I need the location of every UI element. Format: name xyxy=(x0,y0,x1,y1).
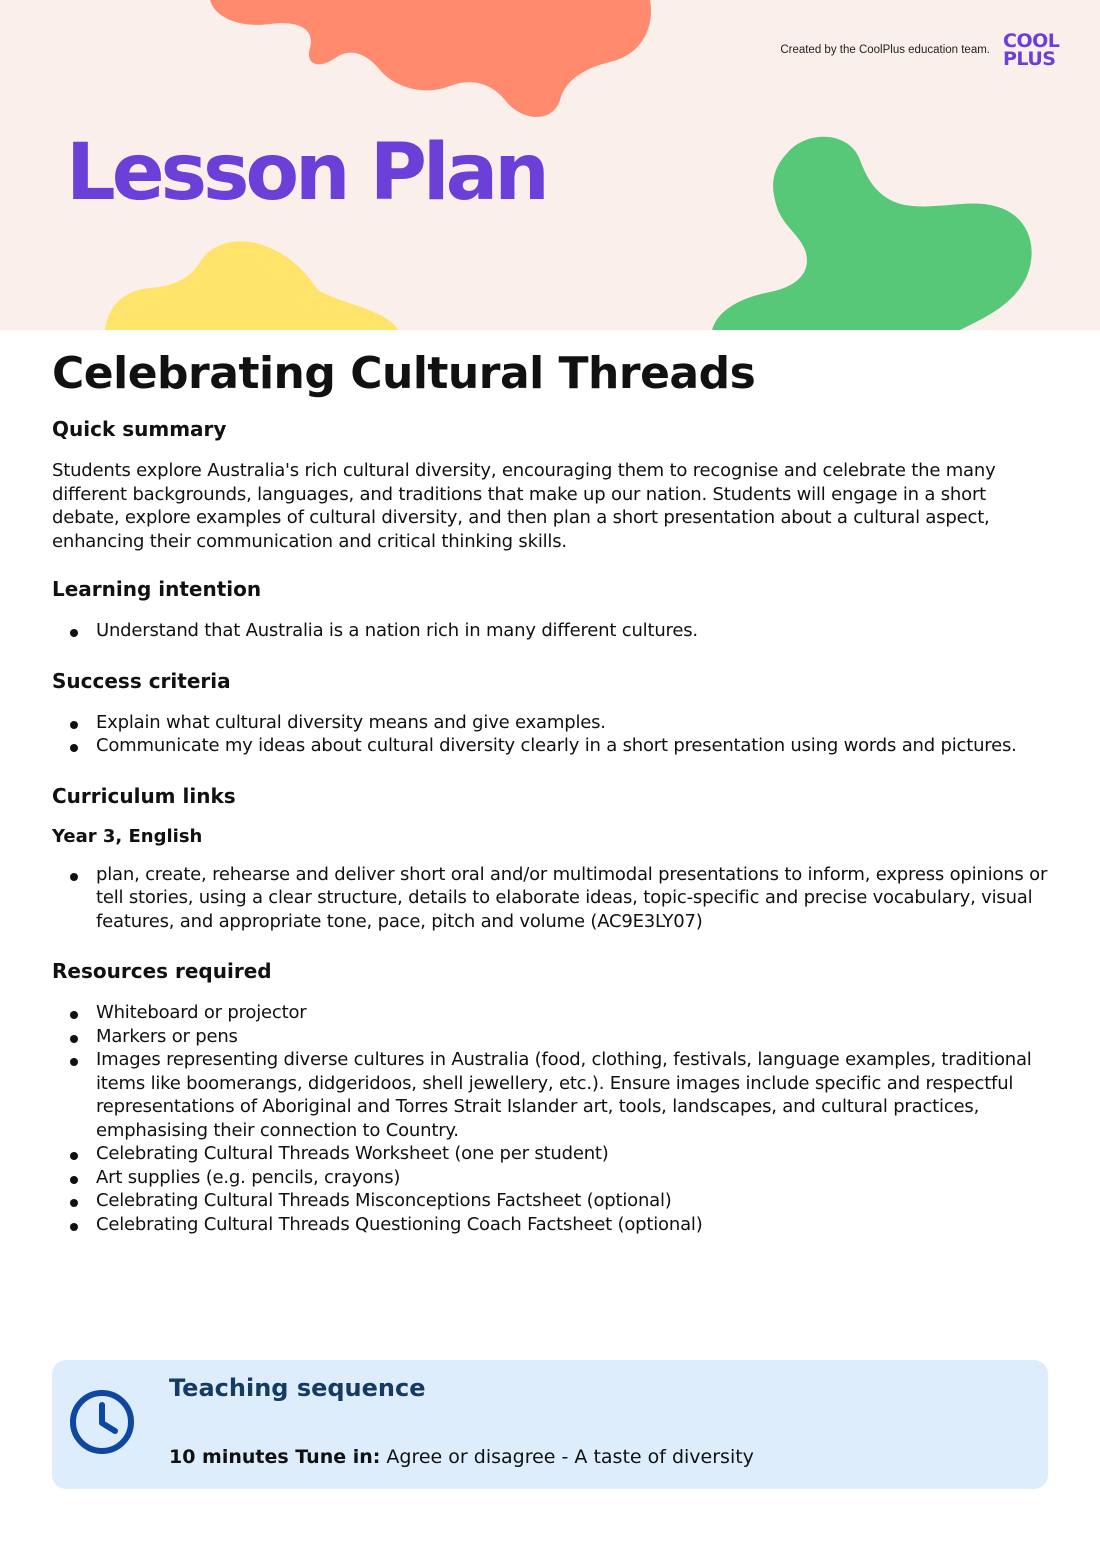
teaching-row-text: Agree or disagree - A taste of diversity xyxy=(380,1446,754,1468)
green-blob xyxy=(712,137,1032,330)
quick-summary-heading: Quick summary xyxy=(52,417,227,441)
teaching-sequence-heading: Teaching sequence xyxy=(169,1374,426,1402)
header-banner xyxy=(0,0,1100,330)
success-criteria-heading: Success criteria xyxy=(52,668,231,693)
lesson-title: Celebrating Cultural Threads xyxy=(52,348,756,399)
teaching-sequence-panel xyxy=(52,1360,1048,1489)
logo-line-1: COOL xyxy=(1003,30,1060,52)
list-item: Celebrating Cultural Threads Misconceptions Factsheet (optional) xyxy=(52,1189,1052,1213)
lesson-content xyxy=(52,348,1052,1262)
resources-list xyxy=(52,1001,1052,1236)
learning-intention-list xyxy=(52,619,1052,643)
success-criteria-list xyxy=(52,711,1052,758)
orange-blob xyxy=(210,0,651,117)
list-item: Celebrating Cultural Threads Questioning Coach Factsheet (optional) xyxy=(52,1213,1052,1237)
list-item: Explain what cultural diversity means and give examples. xyxy=(52,711,1052,735)
list-item: plan, create, rehearse and deliver short oral and/or multimodal presentations to inform, express opinions or tell stories, using a clear structure, details to elaborate ideas, topic-specific and precise vocabulary, visual features, and appropriate tone, pace, pitch and volume (AC9E3LY07) xyxy=(52,863,1052,934)
curriculum-subheading: Year 3, English xyxy=(52,825,203,847)
curriculum-links-heading: Curriculum links xyxy=(52,783,236,808)
yellow-blob xyxy=(105,241,398,330)
teaching-row-label: 10 minutes Tune in: xyxy=(169,1446,381,1468)
list-item: Images representing diverse cultures in Australia (food, clothing, festivals, language examples, traditional items like boomerangs, didgeridoos, shell jewellery, etc.). Ensure images include specific and respectful representations of Aboriginal and Torres Strait Islander art, tools, landscapes, and cultural practices, emphasising their connection to Country. xyxy=(52,1048,1052,1142)
list-item: Communicate my ideas about cultural diversity clearly in a short presentation using words and pictures. xyxy=(52,734,1052,758)
learning-intention-heading: Learning intention xyxy=(52,577,262,601)
list-item: Markers or pens xyxy=(52,1025,1052,1049)
clock-icon xyxy=(68,1388,136,1456)
quick-summary-text: Students explore Australia's rich cultural diversity, encouraging them to recognise and celebrate the many different backgrounds, languages, and traditions that make up our nation. Students will engage in a short debate, explore examples of cultural diversity, and then plan a short presentation about a cultural aspect, enhancing their communication and critical thinking skills. xyxy=(52,460,996,552)
coolplus-logo xyxy=(1003,32,1067,68)
created-by-note: Created by the CoolPlus education team. xyxy=(780,44,990,56)
teaching-sequence-row xyxy=(169,1446,754,1468)
list-item: Understand that Australia is a nation rich in many different cultures. xyxy=(52,619,1052,643)
curriculum-list xyxy=(52,863,1052,934)
resources-heading: Resources required xyxy=(52,959,272,983)
list-item: Art supplies (e.g. pencils, crayons) xyxy=(52,1166,1052,1190)
page-kind-title: Lesson Plan xyxy=(66,128,546,218)
list-item: Celebrating Cultural Threads Worksheet (one per student) xyxy=(52,1142,1052,1166)
logo-line-2: PLUS xyxy=(1003,48,1056,70)
list-item: Whiteboard or projector xyxy=(52,1001,1052,1025)
